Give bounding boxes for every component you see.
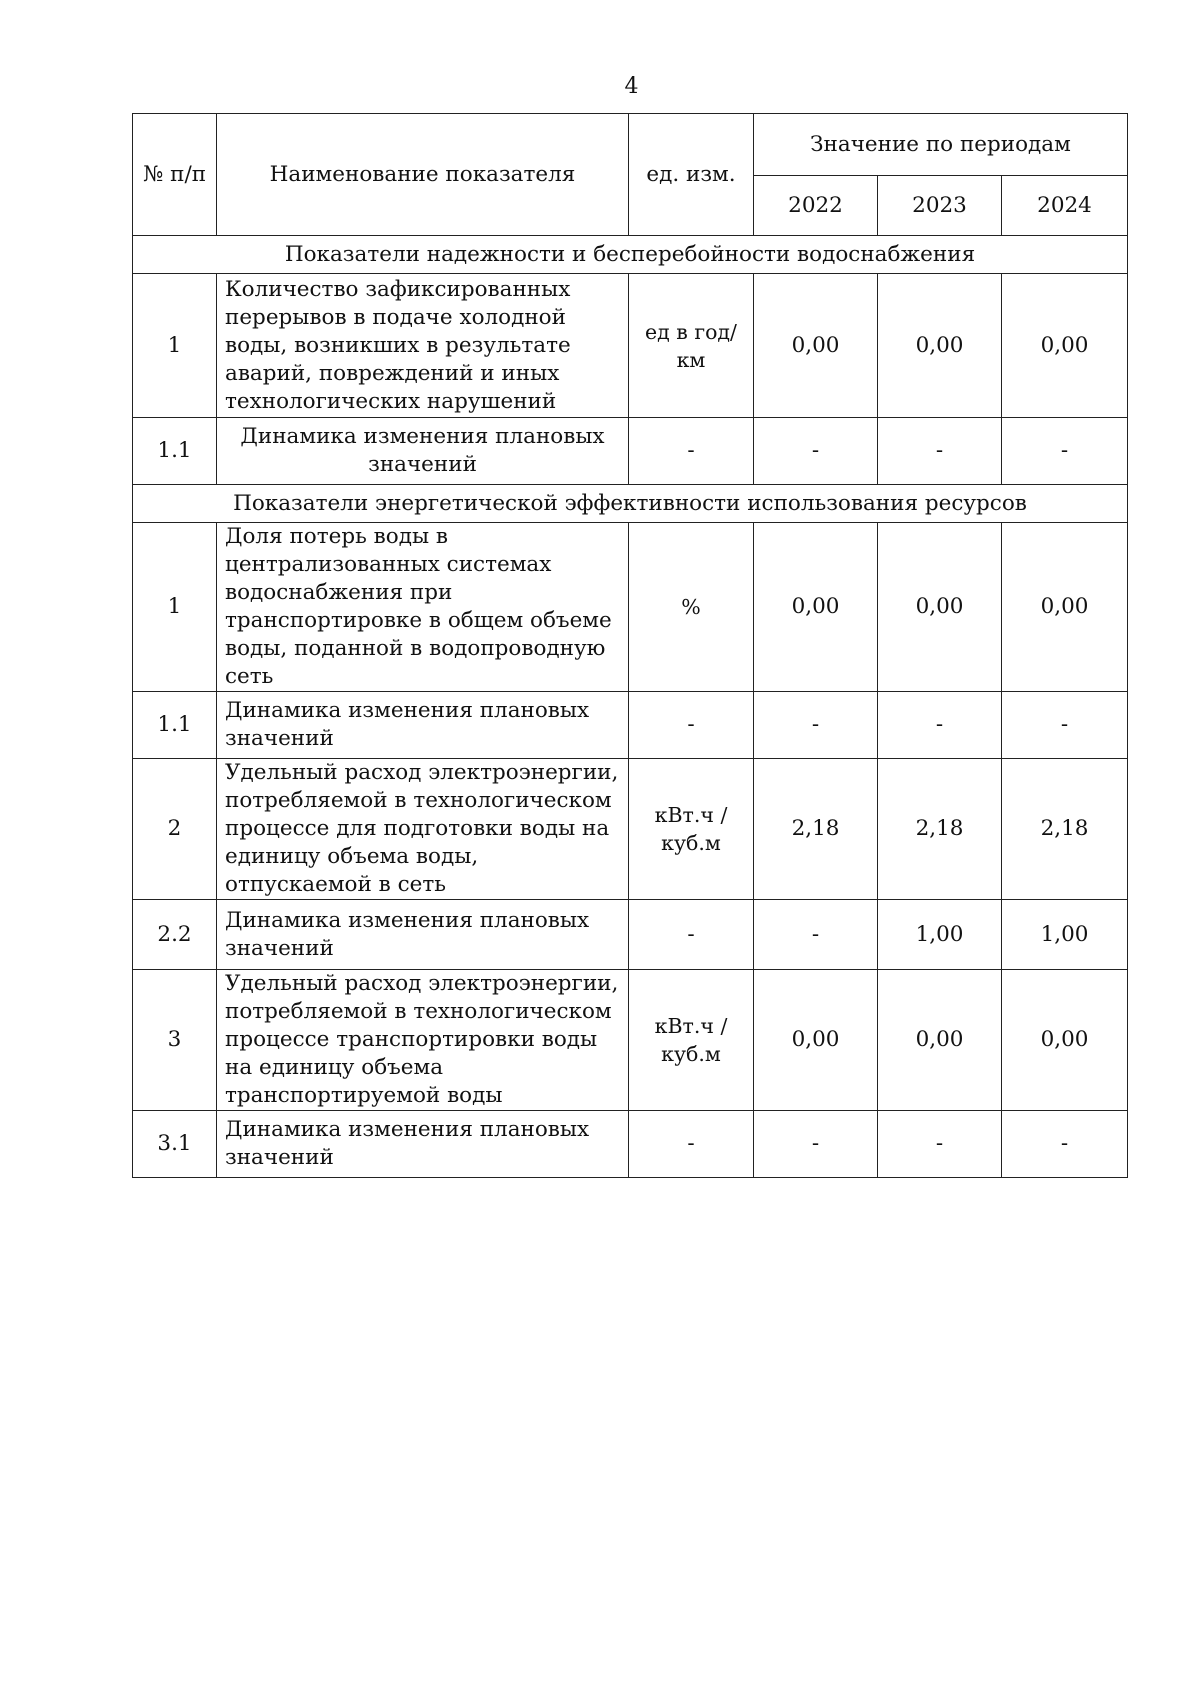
row-unit: кВт.ч / куб.м xyxy=(629,970,754,1111)
header-name: Наименование показателя xyxy=(217,114,629,236)
row-value: 0,00 xyxy=(878,970,1002,1111)
row-name: Количество зафиксированных перерывов в подаче холодной воды, возникших в результате аварий, повреждений и иных технологических нарушений xyxy=(217,274,629,418)
row-value: 0,00 xyxy=(754,970,878,1111)
row-value: - xyxy=(1002,1111,1128,1178)
row-num: 2 xyxy=(133,759,217,900)
row-value: 2,18 xyxy=(878,759,1002,900)
table-row xyxy=(133,274,1128,418)
row-value: - xyxy=(754,900,878,970)
row-unit: - xyxy=(629,1111,754,1178)
row-value: 1,00 xyxy=(1002,900,1128,970)
row-unit: - xyxy=(629,418,754,485)
row-value: 0,00 xyxy=(878,274,1002,418)
row-num: 3 xyxy=(133,970,217,1111)
row-unit: кВт.ч / куб.м xyxy=(629,759,754,900)
section-row xyxy=(133,485,1128,523)
header-unit: ед. изм. xyxy=(629,114,754,236)
section-title: Показатели энергетической эффективности использования ресурсов xyxy=(133,485,1128,523)
row-value: 0,00 xyxy=(754,274,878,418)
table-row xyxy=(133,692,1128,759)
section-row xyxy=(133,236,1128,274)
row-num: 3.1 xyxy=(133,1111,217,1178)
row-value: 0,00 xyxy=(878,523,1002,692)
row-value: 0,00 xyxy=(1002,523,1128,692)
row-unit: - xyxy=(629,900,754,970)
table-row xyxy=(133,970,1128,1111)
header-row xyxy=(133,114,1128,176)
row-name: Доля потерь воды в централизованных системах водоснабжения при транспортировке в общем объеме воды, поданной в водопроводную сеть xyxy=(217,523,629,692)
table-row xyxy=(133,418,1128,485)
row-name: Удельный расход электроэнергии, потребляемой в технологическом процессе транспортировки воды на единицу объема транспортируемой воды xyxy=(217,970,629,1111)
row-value: - xyxy=(754,1111,878,1178)
table-row xyxy=(133,523,1128,692)
row-value: - xyxy=(1002,418,1128,485)
row-name: Динамика изменения плановых значений xyxy=(217,1111,629,1178)
indicators-table xyxy=(132,113,1128,1178)
row-name: Динамика изменения плановых значений xyxy=(217,900,629,970)
row-value: 0,00 xyxy=(1002,970,1128,1111)
header-year: 2023 xyxy=(878,176,1002,236)
header-year: 2024 xyxy=(1002,176,1128,236)
row-value: - xyxy=(1002,692,1128,759)
row-value: - xyxy=(878,692,1002,759)
row-value: 0,00 xyxy=(754,523,878,692)
page-number: 4 xyxy=(624,74,639,99)
row-value: - xyxy=(878,418,1002,485)
row-num: 1.1 xyxy=(133,692,217,759)
table-row xyxy=(133,1111,1128,1178)
section-title: Показатели надежности и бесперебойности водоснабжения xyxy=(133,236,1128,274)
row-value: 2,18 xyxy=(754,759,878,900)
row-unit: ед в год/ км xyxy=(629,274,754,418)
row-num: 1.1 xyxy=(133,418,217,485)
row-num: 1 xyxy=(133,274,217,418)
row-name: Удельный расход электроэнергии, потребляемой в технологическом процессе для подготовки воды на единицу объема воды, отпускаемой в сеть xyxy=(217,759,629,900)
row-value: - xyxy=(878,1111,1002,1178)
row-value: 1,00 xyxy=(878,900,1002,970)
row-value: 2,18 xyxy=(1002,759,1128,900)
header-num: № п/п xyxy=(133,114,217,236)
row-unit: - xyxy=(629,692,754,759)
header-year: 2022 xyxy=(754,176,878,236)
header-values-group: Значение по периодам xyxy=(754,114,1128,176)
row-name: Динамика изменения плановых значений xyxy=(217,692,629,759)
row-num: 2.2 xyxy=(133,900,217,970)
table-row xyxy=(133,900,1128,970)
row-name: Динамика изменения плановых значений xyxy=(217,418,629,485)
row-value: 0,00 xyxy=(1002,274,1128,418)
row-value: - xyxy=(754,418,878,485)
table-row xyxy=(133,759,1128,900)
row-value: - xyxy=(754,692,878,759)
row-unit: % xyxy=(629,523,754,692)
row-num: 1 xyxy=(133,523,217,692)
